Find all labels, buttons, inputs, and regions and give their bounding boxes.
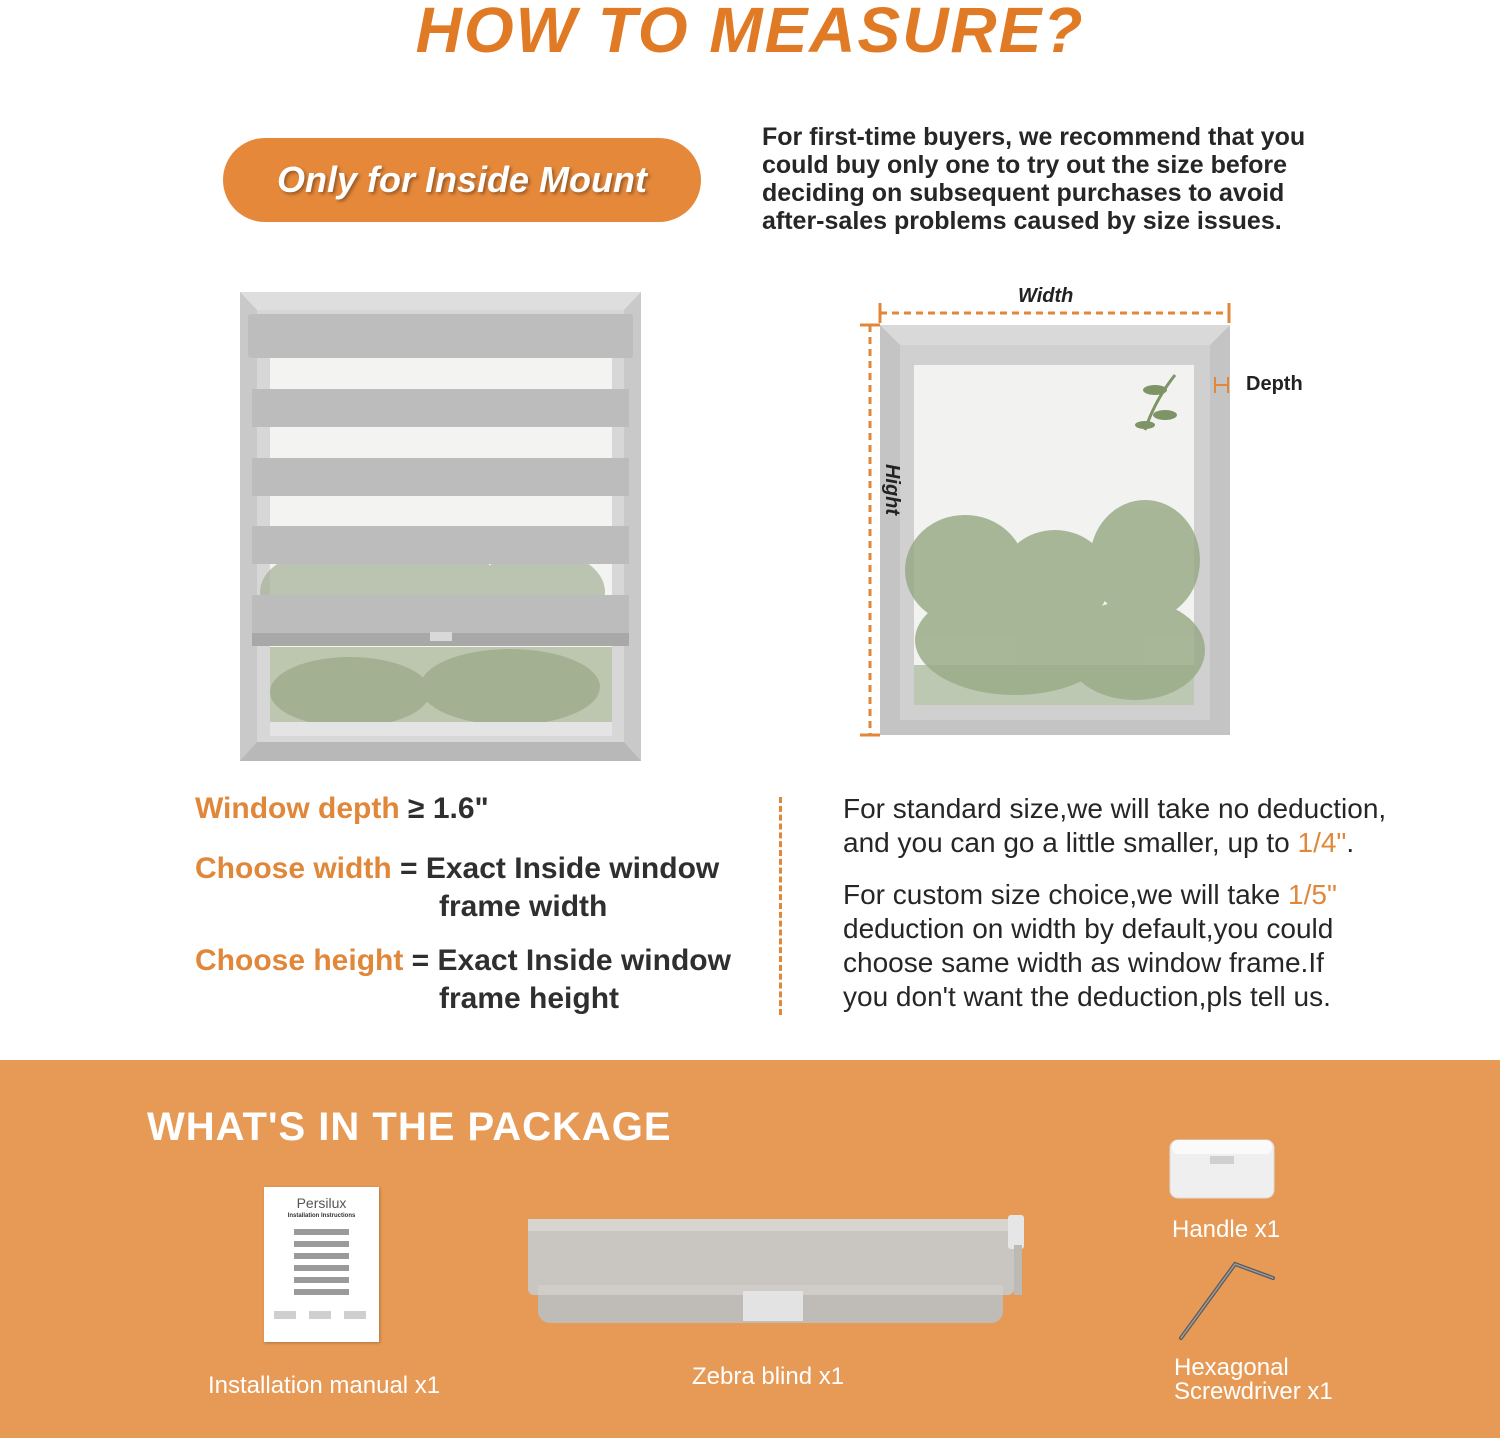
blind-label: Zebra blind x1 [692, 1363, 845, 1390]
handle-image [1168, 1138, 1276, 1202]
standard-note-text: and you can go a little smaller, up to [843, 827, 1298, 858]
rule-depth [195, 790, 489, 828]
standard-size-note [843, 792, 1483, 860]
screwdriver-label-line1: Hexagonal [1174, 1354, 1289, 1381]
rule-height [195, 942, 731, 1018]
rule-depth-label: Window depth [195, 792, 400, 825]
standard-note-line1: For standard size,we will take no deduction, [843, 793, 1387, 824]
rule-width-value-cont: frame width [439, 890, 608, 923]
window-frame-diagram [855, 280, 1325, 750]
depth-label: Depth [1246, 373, 1303, 395]
manual-label: Installation manual x1 [208, 1372, 441, 1399]
manual-heading: Installation Instructions [287, 1213, 356, 1219]
width-label: Width [1018, 285, 1074, 307]
hex-screwdriver-image [1175, 1258, 1279, 1342]
custom-note-line4: you don't want the deduction,pls tell us. [843, 981, 1331, 1012]
inside-mount-badge: Only for Inside Mount [223, 138, 701, 222]
custom-deduction-value: 1/5" [1288, 879, 1337, 910]
intro-text: For first-time buyers, we recommend that you could buy only one to try out the size before deciding on subsequent purchases to avoid after-sales problems caused by size issues. [762, 123, 1306, 235]
rule-height-value-cont: frame height [439, 982, 620, 1015]
manual-blind-illustration [264, 1219, 379, 1329]
section-divider [779, 797, 782, 1015]
handle-label: Handle x1 [1172, 1216, 1281, 1243]
custom-note-line2: deduction on width by default,you could [843, 913, 1334, 944]
rule-width-value: = Exact Inside window [391, 852, 720, 885]
page-title: HOW TO MEASURE? [415, 0, 1085, 66]
manual-brand: Persilux [296, 1195, 347, 1211]
rule-height-label: Choose height [195, 944, 404, 977]
custom-note-text: For custom size choice,we will take [843, 879, 1289, 910]
standard-note-end: . [1346, 827, 1355, 858]
height-label: Hight [881, 463, 904, 516]
standard-note-line2 [843, 826, 1483, 860]
custom-note-line1 [843, 878, 1483, 912]
package-title: WHAT'S IN THE PACKAGE [147, 1105, 672, 1149]
zebra-blind-window-photo [240, 292, 641, 761]
zebra-blind-image [528, 1215, 1028, 1327]
installation-manual-image [264, 1187, 379, 1342]
custom-note-line3: choose same width as window frame.If [843, 947, 1324, 978]
rule-height-value: = Exact Inside window [403, 944, 731, 977]
screwdriver-label-line2: Screwdriver x1 [1174, 1378, 1333, 1405]
rule-width [195, 850, 719, 926]
custom-size-note [843, 878, 1483, 1014]
rule-depth-value: ≥ 1.6" [399, 792, 489, 825]
rule-width-label: Choose width [195, 852, 392, 885]
standard-deduction-value: 1/4" [1297, 827, 1347, 858]
